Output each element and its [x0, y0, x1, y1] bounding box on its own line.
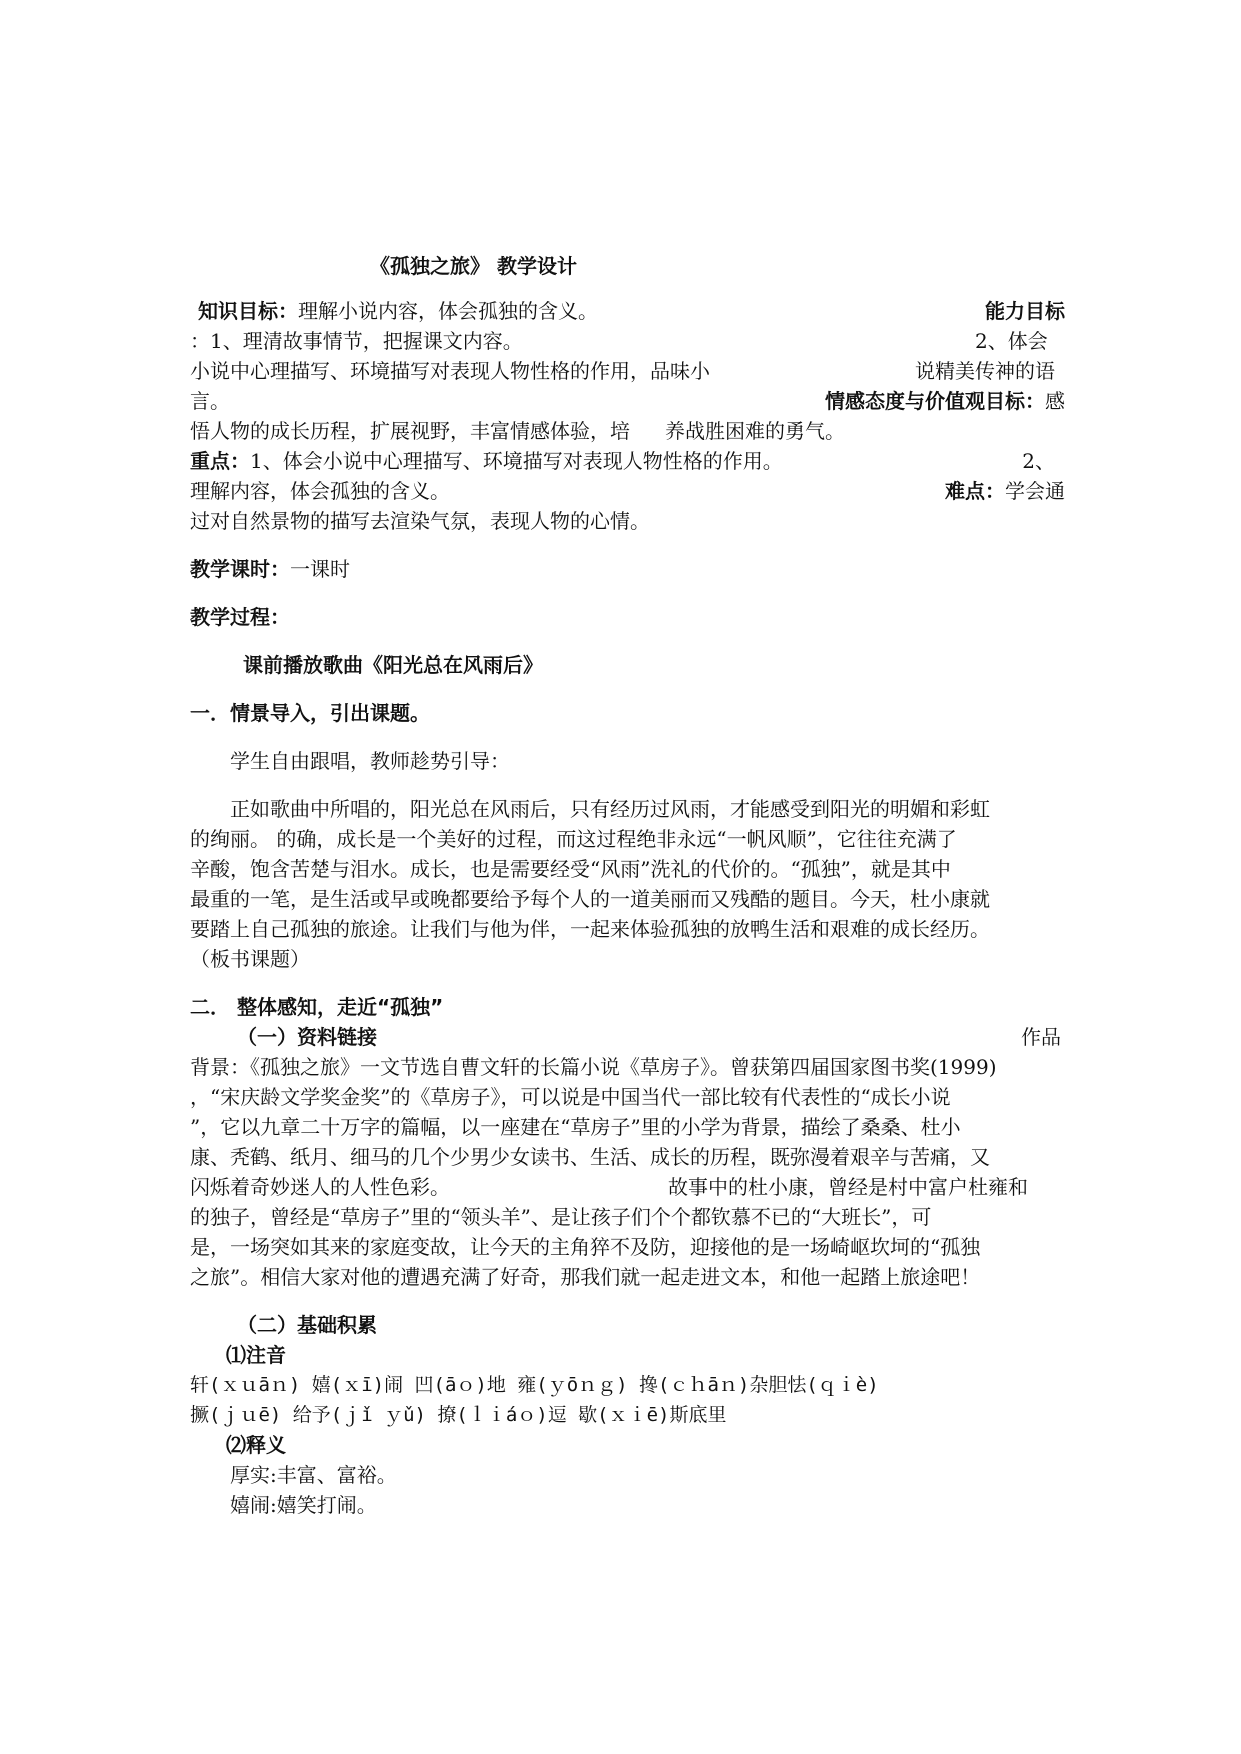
difficulty-label: 难点： [945, 479, 1005, 503]
pronunciation-line: 轩(ｘｕāｎ) 嬉(ｘī)闹 凹(āｏ)地 雍(ｙōｎｇ) 搀(ｃｈāｎ)杂胆怯(ｑｉè) [190, 1374, 879, 1396]
section-2-para-line: 是，一场突如其来的家庭变故，让今天的主角猝不及防，迎接他的是一场崎岖坎坷的“孤独 [190, 1235, 981, 1259]
section-2-para-line: 康、秃鹤、纸月、细马的几个少男少女读书、生活、成长的历程，既弥漫着艰辛与苦痛，又 [190, 1145, 990, 1169]
difficulty-text-start: 学会通 [1005, 479, 1065, 503]
key-points-label: 重点： [190, 449, 250, 473]
ability-goal-label: 能力目标 [985, 299, 1065, 323]
section-2-para-line: ”，它以九章二十万字的篇幅，以一座建在“草房子”里的小学为背景，描绘了桑桑、杜小 [190, 1115, 961, 1139]
section-2-para-line: ，“宋庆龄文学奖金奖”的《草房子》，可以说是中国当代一部比较有代表性的“成长小说 [190, 1085, 951, 1109]
section-2-sub-1-right: 作品 [1021, 1025, 1061, 1049]
objectives-line-2-left: ：1、理清故事情节，把握课文内容。 [190, 329, 523, 353]
section-1-para-line: 要踏上自己孤独的旅途。让我们与他为伴，一起来体验孤独的放鸭生活和艰难的成长经历。 [190, 917, 990, 941]
section-1-para-line: 最重的一笔，是生活或早或晚都要给予每个人的一道美丽而又残酷的题目。今天，杜小康就 [190, 887, 990, 911]
pronunciation-line: 撅(ｊｕē) 给予(ｊǐ ｙǔ) 撩(ｌｉáｏ)逗 歇(ｘｉē)斯底里 [190, 1404, 727, 1426]
section-1-para-line: 辛酸，饱含苦楚与泪水。成长，也是需要经受“风雨”洗礼的代价的。“孤独”，就是其中 [190, 857, 951, 881]
key-points-line [190, 447, 1065, 475]
section-1-heading: 一．情景导入，引出课题。 [190, 701, 430, 725]
knowledge-goal-label: 知识目标： [198, 299, 298, 323]
definition-item: 厚实:丰富、富裕。 [230, 1463, 397, 1487]
class-hours-value: 一课时 [290, 557, 350, 581]
section-2-para-line: 之旅”。相信大家对他的遭遇充满了好奇，那我们就一起走进文本，和他一起踏上旅途吧！ [190, 1265, 981, 1289]
section-2-para-line-right: 故事中的杜小康，曾经是村中富户杜雍和 [668, 1175, 1028, 1199]
definition-heading: ⑵释义 [226, 1433, 286, 1457]
objectives-line-2-right: 2、体会 [975, 329, 1048, 353]
key-points-text: 1、体会小说中心理描写、环境描写对表现人物性格的作用。 [250, 449, 783, 473]
objectives-line-1 [190, 297, 1065, 325]
section-2-heading: 二． 整体感知，走近“孤独” [190, 995, 444, 1019]
objectives-line-5-right: 养战胜困难的勇气。 [665, 419, 845, 443]
emotion-goal-start: 感 [1045, 389, 1065, 413]
definition-item: 嬉闹:嬉笑打闹。 [230, 1493, 377, 1517]
process-label: 教学过程： [190, 605, 290, 629]
objectives-line-5-left: 悟人物的成长历程，扩展视野，丰富情感体验，培 [190, 419, 630, 443]
difficulty-text-cont: 过对自然景物的描写去渲染气氛，表现人物的心情。 [190, 509, 650, 533]
objectives-line-3-right: 说精美传神的语 [915, 359, 1055, 383]
section-2-para-line: 闪烁着奇妙迷人的人性色彩。 [190, 1175, 450, 1199]
key-points-second-text: 理解内容，体会孤独的含义。 [190, 479, 450, 503]
page-title: 《孤独之旅》 教学设计 [370, 254, 577, 278]
section-2-para-line: 的独子，曾经是“草房子”里的“领头羊”、是让孩子们个个都钦慕不已的“大班长”，可 [190, 1205, 932, 1229]
key-points-second: 2、 [1022, 449, 1055, 473]
section-2-sub-2: （二）基础积累 [237, 1313, 377, 1337]
knowledge-goal-text: 理解小说内容，体会孤独的含义。 [298, 299, 598, 323]
class-hours-label: 教学课时： [190, 557, 290, 581]
section-1-intro: 学生自由跟唱，教师趁势引导： [230, 749, 510, 773]
section-1-para-line: 的绚丽。 的确，成长是一个美好的过程，而这过程绝非永远“一帆风顺”，它往往充满了 [190, 827, 957, 851]
emotion-goal-label: 情感态度与价值观目标： [825, 389, 1045, 413]
section-2-para-line: 背景：《孤独之旅》一文节选自曹文轩的长篇小说《草房子》。曾获第四届国家图书奖(1999) [190, 1055, 997, 1079]
difficulty-line [190, 477, 1065, 505]
class-hours [190, 555, 1065, 583]
section-1-para-line: 正如歌曲中所唱的，阳光总在风雨后，只有经历过风雨，才能感受到阳光的明媚和彩虹 [230, 797, 990, 821]
section-2-sub-1: （一）资料链接 [237, 1025, 377, 1049]
objectives-line-3-left: 小说中心理描写、环境描写对表现人物性格的作用，品味小 [190, 359, 710, 383]
pre-class-song: 课前播放歌曲《阳光总在风雨后》 [243, 653, 543, 677]
pronunciation-heading: ⑴注音 [226, 1343, 286, 1367]
section-1-para-line: （板书课题） [190, 947, 310, 971]
objectives-line-4-left: 言。 [190, 389, 230, 413]
objectives-line-4 [190, 387, 1065, 415]
